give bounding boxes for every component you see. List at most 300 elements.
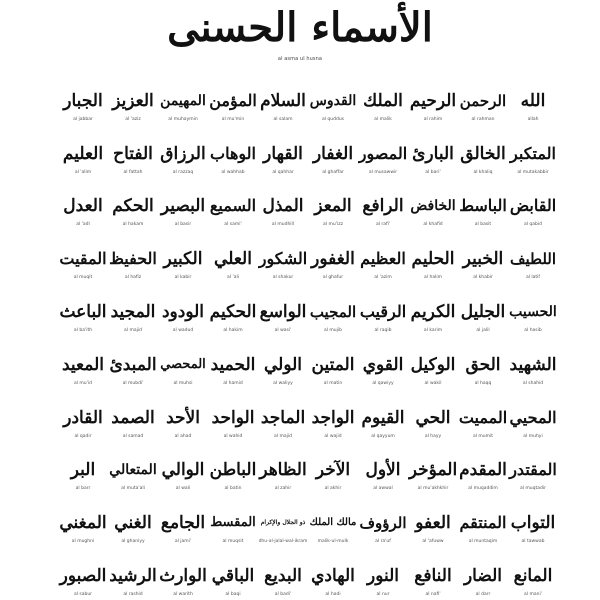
name-cell	[208, 494, 258, 547]
name-cell	[258, 230, 308, 283]
name-arabic: المتعالي	[109, 462, 157, 479]
name-transliteration: al ahad	[174, 433, 192, 439]
name-transliteration: al majid	[124, 327, 142, 333]
name-arabic: الوكيل	[410, 354, 456, 375]
name-arabic: الحسيب	[509, 303, 557, 320]
name-arabic: السلام	[260, 90, 306, 111]
name-cell	[208, 389, 258, 442]
name-cell	[158, 494, 208, 547]
name-transliteration: al muntaqim	[468, 539, 498, 545]
name-cell	[58, 72, 108, 125]
name-transliteration: al basir	[174, 222, 192, 228]
name-cell	[408, 230, 458, 283]
name-cell	[108, 336, 158, 389]
name-cell	[508, 442, 558, 495]
name-transliteration: al qawiyy	[372, 380, 394, 386]
name-cell	[108, 72, 158, 125]
name-cell	[158, 178, 208, 231]
name-cell	[208, 442, 258, 495]
name-arabic: الكبير	[163, 249, 203, 270]
name-transliteration: al hasib	[524, 327, 542, 333]
name-cell	[408, 547, 458, 600]
name-transliteration: al awwal	[373, 486, 393, 492]
name-transliteration: al rashid	[123, 591, 143, 597]
name-cell	[408, 283, 458, 336]
name-transliteration: al barr	[75, 486, 91, 492]
name-transliteration: al karim	[423, 327, 443, 333]
name-arabic: المجيد	[110, 301, 156, 322]
name-cell	[358, 494, 408, 547]
name-transliteration: al zahir	[274, 486, 292, 492]
name-transliteration: al akhir	[324, 486, 342, 492]
name-cell	[458, 230, 508, 283]
name-cell	[458, 494, 508, 547]
name-cell	[258, 494, 308, 547]
name-cell	[108, 547, 158, 600]
name-transliteration: al mu'izz	[323, 222, 343, 228]
name-arabic: المانع	[513, 565, 553, 586]
name-arabic: الولي	[263, 354, 303, 375]
name-transliteration: al wahid	[223, 433, 243, 439]
names-grid	[58, 72, 558, 600]
name-cell	[458, 283, 508, 336]
name-arabic: الصمد	[111, 407, 155, 428]
name-transliteration: al baqi	[225, 591, 241, 597]
name-arabic: الشكور	[258, 249, 308, 269]
name-cell	[208, 178, 258, 231]
name-cell	[408, 178, 458, 231]
name-cell	[308, 178, 358, 231]
name-cell	[408, 72, 458, 125]
name-cell	[58, 283, 108, 336]
name-arabic: الباطن	[209, 460, 257, 481]
name-arabic: الرحمن	[459, 91, 507, 110]
name-transliteration: al rahim	[423, 116, 443, 122]
name-transliteration: al muqsit	[222, 539, 244, 545]
name-arabic: الحي	[415, 407, 451, 428]
name-transliteration: al qadir	[74, 433, 92, 439]
name-cell	[108, 389, 158, 442]
name-cell	[458, 336, 508, 389]
name-arabic: العظيم	[360, 249, 406, 269]
name-arabic: الضار	[463, 565, 503, 586]
name-transliteration: al hakim	[223, 327, 243, 333]
name-arabic: المتكبر	[510, 143, 556, 163]
name-cell	[508, 547, 558, 600]
name-arabic: البصير	[160, 196, 206, 217]
name-transliteration: al qayyum	[371, 433, 395, 439]
name-cell	[308, 230, 358, 283]
name-arabic: المقدم	[459, 460, 507, 481]
name-cell	[358, 230, 408, 283]
name-arabic: اللطيف	[509, 250, 557, 269]
name-cell	[258, 283, 308, 336]
name-transliteration: al badi'	[274, 591, 292, 597]
name-transliteration: al muqtadir	[519, 486, 546, 492]
name-arabic: الباقي	[211, 565, 255, 586]
name-transliteration: al wadud	[172, 327, 194, 333]
name-arabic: المحصي	[160, 356, 206, 372]
name-transliteration: al razzaq	[172, 169, 194, 175]
name-arabic: التواب	[510, 513, 556, 534]
name-arabic: الغفور	[311, 249, 355, 270]
name-cell	[458, 389, 508, 442]
name-transliteration: al ghaniyy	[121, 539, 145, 545]
name-cell	[58, 442, 108, 495]
name-arabic: العفو	[415, 513, 451, 534]
name-transliteration: al wahhab	[221, 169, 245, 175]
name-transliteration: al jabbar	[73, 116, 93, 122]
name-arabic: القدوس	[309, 92, 357, 109]
name-arabic: النافع	[414, 565, 452, 586]
name-arabic: الرزاق	[160, 143, 206, 164]
name-arabic: العليم	[62, 143, 104, 164]
name-arabic: السميع	[209, 196, 257, 216]
name-transliteration: al waliyy	[273, 380, 293, 386]
name-arabic: الآخر	[315, 460, 351, 481]
name-cell	[458, 442, 508, 495]
name-arabic: البر	[70, 460, 96, 481]
name-cell	[508, 72, 558, 125]
name-cell	[308, 336, 358, 389]
name-arabic: الكريم	[410, 301, 456, 322]
name-cell	[358, 125, 408, 178]
name-transliteration: al sami'	[224, 222, 242, 228]
name-transliteration: al kabir	[174, 275, 192, 281]
name-transliteration: al shakur	[272, 275, 294, 281]
name-cell	[408, 442, 458, 495]
name-arabic: الجليل	[460, 301, 506, 322]
name-cell	[58, 125, 108, 178]
name-arabic: المميت	[458, 407, 508, 427]
name-arabic: الباعث	[59, 301, 107, 322]
name-arabic: الرؤوف	[359, 514, 407, 533]
name-arabic: الباسط	[459, 196, 507, 216]
name-transliteration: al mughni	[71, 539, 95, 545]
name-cell	[108, 494, 158, 547]
name-cell	[58, 389, 108, 442]
name-cell	[308, 389, 358, 442]
name-transliteration: al muhsi	[173, 380, 193, 386]
name-transliteration: al salam	[273, 116, 293, 122]
name-transliteration: al malik	[374, 116, 392, 122]
name-transliteration: allah	[527, 116, 539, 122]
name-arabic: الوالي	[161, 460, 205, 481]
name-arabic: المغني	[59, 513, 107, 534]
name-arabic: المقتدر	[509, 460, 557, 480]
name-cell	[208, 72, 258, 125]
name-arabic: القادر	[63, 407, 103, 428]
name-cell	[158, 442, 208, 495]
name-transliteration: al qahhar	[272, 169, 294, 175]
name-transliteration: al shahid	[522, 380, 544, 386]
name-arabic: الحفيظ	[109, 249, 157, 269]
name-arabic: المجيب	[309, 302, 357, 321]
name-cell	[258, 336, 308, 389]
name-transliteration: al mu'id	[73, 380, 93, 386]
name-transliteration: al mani'	[524, 591, 542, 597]
name-transliteration: al mutakabbir	[517, 169, 549, 175]
name-arabic: المؤخر	[408, 460, 458, 481]
name-arabic: المتين	[311, 354, 355, 375]
name-cell	[208, 547, 258, 600]
name-arabic: الماجد	[260, 407, 306, 428]
name-arabic: البارئ	[412, 143, 454, 164]
name-cell	[158, 389, 208, 442]
name-cell	[108, 178, 158, 231]
name-cell	[258, 72, 308, 125]
name-arabic: الودود	[161, 301, 205, 322]
name-transliteration: al basit	[474, 222, 492, 228]
name-transliteration: al muqaddim	[468, 486, 498, 492]
name-arabic: الحق	[465, 354, 501, 375]
name-arabic: الرقيب	[359, 301, 407, 321]
name-cell	[508, 230, 558, 283]
name-cell	[58, 230, 108, 283]
name-transliteration: al rafi'	[375, 222, 391, 228]
name-arabic: النور	[366, 565, 400, 586]
name-arabic: الرافع	[362, 196, 404, 217]
name-arabic: الشهيد	[509, 354, 557, 375]
name-transliteration: al khaliq	[473, 169, 493, 175]
name-arabic: الرشيد	[109, 565, 157, 586]
name-transliteration: al ba'ith	[73, 327, 93, 333]
name-transliteration: al nur	[376, 591, 390, 597]
name-arabic: الخالق	[460, 143, 506, 164]
name-cell	[458, 72, 508, 125]
name-cell	[308, 547, 358, 600]
name-transliteration: al muta'ali	[121, 486, 145, 492]
name-transliteration: al hakam	[122, 222, 144, 228]
name-cell	[458, 547, 508, 600]
header-title-calligraphy: الأسماء الحسنى	[167, 4, 433, 51]
name-arabic: الغفار	[312, 143, 354, 164]
name-transliteration: al majid	[274, 433, 292, 439]
name-arabic: مالك الملك	[309, 517, 357, 529]
name-arabic: القابض	[509, 196, 557, 216]
name-transliteration: al rahman	[471, 116, 495, 122]
name-transliteration: al raqib	[374, 327, 392, 333]
name-arabic: الرحيم	[409, 90, 457, 111]
name-cell	[108, 125, 158, 178]
name-transliteration: al jami'	[174, 539, 192, 545]
name-cell	[458, 178, 508, 231]
name-cell	[408, 125, 458, 178]
name-transliteration: al jalil	[476, 327, 490, 333]
name-arabic: المقسط	[210, 515, 256, 531]
name-cell	[358, 72, 408, 125]
name-cell	[508, 283, 558, 336]
name-arabic: العزيز	[112, 90, 154, 111]
name-transliteration: al mujib	[323, 327, 343, 333]
name-arabic: المحيي	[509, 407, 557, 427]
name-cell	[508, 494, 558, 547]
name-cell	[358, 178, 408, 231]
name-arabic: الوارث	[159, 565, 207, 586]
name-arabic: المذل	[262, 196, 304, 217]
name-cell	[358, 336, 408, 389]
name-cell	[158, 547, 208, 600]
name-cell	[508, 178, 558, 231]
name-transliteration: al khabir	[473, 275, 493, 281]
name-transliteration: al nafi'	[425, 591, 441, 597]
name-arabic: الواسع	[259, 301, 307, 322]
name-arabic: الوهاب	[210, 143, 256, 163]
name-arabic: المعز	[314, 196, 352, 217]
name-cell	[458, 125, 508, 178]
name-arabic: الظاهر	[259, 460, 307, 481]
name-transliteration: al 'ali	[227, 275, 239, 281]
name-arabic: المعيد	[62, 354, 104, 375]
name-transliteration: al halim	[424, 275, 442, 281]
name-cell	[158, 283, 208, 336]
name-transliteration: dhu-al-jalal-wal-ikram	[258, 539, 308, 545]
name-cell	[158, 125, 208, 178]
name-cell	[108, 230, 158, 283]
name-transliteration: al fattah	[123, 169, 143, 175]
name-transliteration: al hafiz	[124, 275, 142, 281]
name-cell	[208, 230, 258, 283]
name-transliteration: al haqq	[474, 380, 492, 386]
name-cell	[158, 72, 208, 125]
name-transliteration: al wajid	[324, 433, 342, 439]
header-transliteration: al asma ul husna	[277, 56, 323, 62]
name-cell	[508, 389, 558, 442]
name-cell	[358, 389, 408, 442]
name-arabic: الحكم	[112, 196, 154, 217]
name-cell	[308, 125, 358, 178]
name-arabic: الفتاح	[113, 143, 153, 164]
name-transliteration: al ghaffar	[322, 169, 344, 175]
name-transliteration: al mumit	[472, 433, 494, 439]
name-transliteration: malik-ul-mulk	[317, 539, 349, 545]
name-transliteration: al hadi	[325, 591, 341, 597]
name-arabic: المقيت	[59, 249, 107, 269]
name-transliteration: al muhyi	[523, 433, 543, 439]
name-cell	[258, 389, 308, 442]
name-transliteration: al mu'min	[221, 116, 245, 122]
name-transliteration: al hayy	[424, 433, 442, 439]
name-cell	[258, 442, 308, 495]
name-transliteration: al wasi'	[274, 327, 292, 333]
name-transliteration: al samad	[122, 433, 144, 439]
name-cell	[258, 178, 308, 231]
name-transliteration: al wali	[175, 486, 191, 492]
name-arabic: القيوم	[361, 407, 405, 428]
name-cell	[358, 547, 408, 600]
name-arabic: المصور	[358, 143, 408, 163]
name-transliteration: al mudhill	[271, 222, 295, 228]
name-cell	[108, 283, 158, 336]
name-arabic: الله	[520, 90, 546, 111]
name-cell	[408, 336, 458, 389]
name-transliteration: al 'adl	[76, 222, 90, 228]
name-arabic: المنتقم	[459, 513, 507, 533]
name-cell	[308, 72, 358, 125]
name-transliteration: al tawwab	[521, 539, 545, 545]
name-transliteration: al darr	[475, 591, 491, 597]
name-cell	[58, 547, 108, 600]
name-cell	[258, 547, 308, 600]
page-header	[0, 0, 600, 70]
name-cell	[208, 125, 258, 178]
name-arabic: الحميد	[210, 354, 256, 375]
name-arabic: العدل	[63, 196, 103, 217]
name-arabic: العلي	[214, 249, 252, 270]
name-transliteration: al muhaymin	[168, 116, 198, 122]
name-transliteration: al hamid	[223, 380, 243, 386]
name-transliteration: al quddus	[321, 116, 345, 122]
name-arabic: القهار	[263, 143, 303, 164]
name-cell	[208, 336, 258, 389]
name-transliteration: al mubdi'	[122, 380, 144, 386]
name-cell	[258, 125, 308, 178]
name-transliteration: al muqit	[73, 275, 93, 281]
name-transliteration: al 'azim	[374, 275, 392, 281]
name-arabic: الأحد	[166, 407, 200, 428]
name-cell	[108, 442, 158, 495]
name-cell	[158, 230, 208, 283]
name-arabic: ذو الجلال والإكرام	[260, 519, 306, 527]
name-transliteration: al sabur	[73, 591, 93, 597]
name-arabic: الواجد	[311, 407, 355, 428]
name-cell	[58, 178, 108, 231]
name-arabic: الأول	[365, 460, 401, 481]
name-transliteration: al khafid	[423, 222, 443, 228]
name-arabic: المؤمن	[209, 90, 257, 110]
name-transliteration: al mu'akhkhir	[417, 486, 449, 492]
name-arabic: الواحد	[211, 407, 255, 428]
name-transliteration: al 'alim	[74, 169, 92, 175]
name-transliteration: al ghafur	[322, 275, 344, 281]
name-transliteration: al wakil	[424, 380, 442, 386]
name-cell	[58, 494, 108, 547]
name-arabic: المهيمن	[160, 92, 206, 109]
name-cell	[58, 336, 108, 389]
name-transliteration: al matin	[323, 380, 343, 386]
name-arabic: الملك	[363, 90, 403, 111]
name-arabic: الجامع	[160, 513, 206, 534]
name-arabic: المبدئ	[109, 354, 157, 375]
name-arabic: الغني	[114, 513, 152, 534]
name-cell	[358, 283, 408, 336]
name-arabic: القوي	[362, 354, 404, 375]
name-cell	[408, 389, 458, 442]
name-cell	[308, 442, 358, 495]
name-cell	[208, 283, 258, 336]
name-cell	[308, 494, 358, 547]
name-transliteration: al warith	[173, 591, 193, 597]
name-transliteration: al 'afuww	[422, 539, 444, 545]
name-cell	[358, 442, 408, 495]
name-transliteration: al musawwir	[368, 169, 398, 175]
name-arabic: البديع	[264, 565, 302, 586]
name-arabic: الهادي	[311, 565, 355, 586]
name-transliteration: al qabid	[523, 222, 542, 228]
name-transliteration: al bari'	[425, 169, 441, 175]
name-cell	[408, 494, 458, 547]
name-arabic: الحكيم	[209, 301, 257, 322]
name-arabic: الحليم	[411, 249, 455, 270]
name-arabic: الصبور	[59, 565, 107, 586]
name-transliteration: al latif	[525, 275, 541, 281]
name-cell	[308, 283, 358, 336]
name-cell	[158, 336, 208, 389]
name-cell	[508, 125, 558, 178]
name-arabic: الخبير	[462, 249, 504, 270]
name-transliteration: al 'aziz	[125, 116, 141, 122]
name-arabic: الجبار	[63, 90, 103, 111]
